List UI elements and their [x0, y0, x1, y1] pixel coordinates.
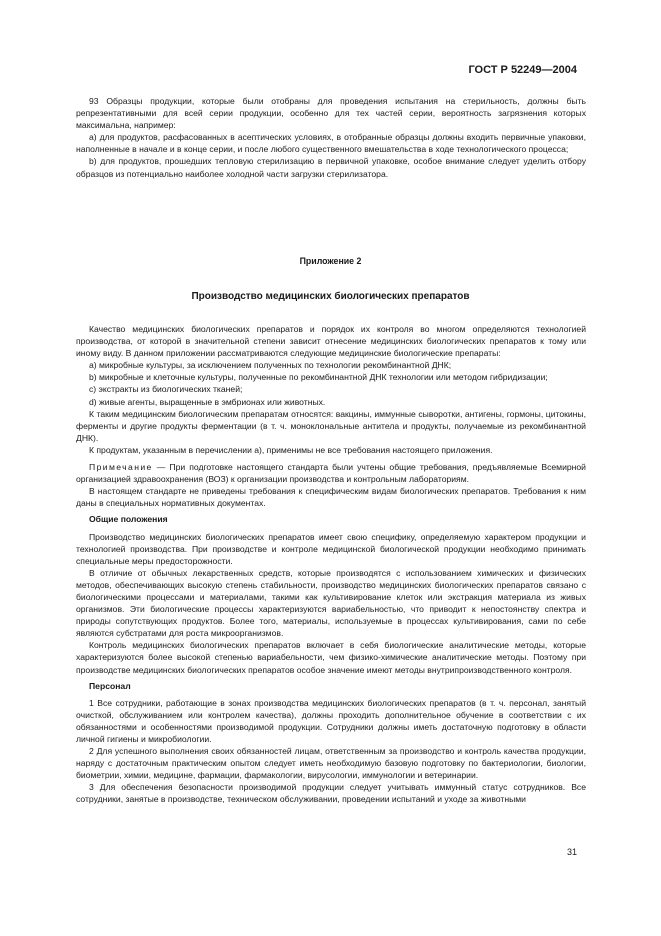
note-text: — При подготовке настоящего стандарта были учтены общие требования, предъявляемые Всемирной организацией здравоохранения (ВОЗ) к организации производства и контрольным лабораториям. [76, 462, 586, 485]
standard-designation: ГОСТ Р 52249—2004 [468, 64, 577, 76]
general-paragraph-2: В отличие от обычных лекарственных средств, которые производятся с использованием химических и физических методов, обеспечивающих высокую степень стабильности, производство медицинских биологических препаратов связано с биологическими процессами и материалами, такими как культивирование клеток или экстракция материала из живых организмов. Эти биологические процессы характеризуются вариабельностью, что приводит к непостоянству спектра и природы сопутствующих продуктов. Более того, материалы, используемые в процессах культивирования, сами по себе являются субстратами для роста микроорганизмов. [76, 567, 586, 639]
page-number: 31 [566, 847, 577, 857]
note-label: Примечание [89, 462, 153, 473]
intro-list-a: а) микробные культуры, за исключением полученных по технологии рекомбинантной ДНК; [89, 360, 452, 371]
applicability-paragraph: К продуктам, указанным в перечислении а), применимы не все требования настоящего приложения. [89, 444, 493, 455]
personnel-paragraph-1: 1 Все сотрудники, работающие в зонах производства медицинских биологических препаратов (в т. ч. персонал, занятый очисткой, обслуживанием или контролем качества), должны проходить дополнительное обучение в соответствии с их обязанностями и особенностями производимой продукции. Сотрудники должны иметь достаточную подготовку в области личной гигиены и микробиологии. [76, 697, 586, 744]
general-paragraph-3: Контроль медицинских биологических препаратов включает в себя биологические аналитические методы, которые характеризуются более высокой степенью вариабельности, чем физико-химические аналитические методы. Поэтому при производстве медицинских биологических препаратов особое значение имеют методы внутрипроизводственного контроля. [76, 640, 586, 675]
products-paragraph: К таким медицинским биологическим препаратам относятся: вакцины, иммунные сыворотки, антигены, гормоны, цитокины, ферменты и другие продукты ферментации (в т. ч. моноклональные антитела и продукты, получаемые из рекомбинантной ДНК). [76, 408, 586, 443]
note [76, 461, 586, 485]
intro-list-b: b) микробные и клеточные культуры, полученные по рекомбинантной ДНК технологии или методом гибридизации; [89, 372, 548, 383]
appendix-label: Приложение 2 [299, 256, 362, 266]
general-paragraph-1: Производство медицинских биологических препаратов имеет свою специфику, определяемую характером продукции и технологией производства. При производстве и контроле медицинской биологической продукции необходимо принимать специальные меры предосторожности. [76, 531, 586, 566]
personnel-paragraph-2: 2 Для успешного выполнения своих обязанностей лицам, ответственным за производство и контроль качества продукции, наряду с достаточным практическим опытом следует иметь необходимую базовую подготовку по бактериологии, биологии, биометрии, химии, медицине, фармации, фармакологии, вирусологии, иммунологии и ветеринарии. [76, 746, 586, 781]
standard-scope-paragraph: В настоящем стандарте не приведены требования к специфическим видам биологических препаратов. Требования к ним даны в специальных нормативных документах. [76, 486, 586, 509]
intro-list-c: c) экстракты из биологических тканей; [89, 384, 243, 395]
paragraph-93a: a) для продуктов, расфасованных в асептических условиях, в отобранные образцы должны входить первичные упаковки, наполненные в начале и в конце серии, и после любого существенного вмешательства в ходе технологического процесса; [76, 132, 586, 155]
appendix-body [76, 323, 586, 806]
paragraph-93b: b) для продуктов, прошедших тепловую стерилизацию в первичной упаковке, особое внимание следует уделить отбору образцов из потенциально наиболее холодной части загрузки стерилизатора. [76, 156, 586, 179]
sterility-sampling-block [76, 95, 586, 180]
personnel-heading: Персонал [89, 680, 131, 691]
personnel-paragraph-3: 3 Для обеспечения безопасности производимой продукции следует учитывать иммунный статус сотрудников. Все сотрудники, занятые в производстве, техническом обслуживании, проведении испытаний и уходе за животными [76, 782, 586, 805]
general-heading: Общие положения [89, 514, 168, 525]
intro-paragraph: Качество медицинских биологических препаратов и порядок их контроля во многом определяются технологией производства, от которой в значительной степени зависит отнесение медицинских биологических препаратов к тому или иному виду. В данном приложении рассматриваются следующие медицинские биологические препараты: [76, 324, 586, 359]
paragraph-93: 93 Образцы продукции, которые были отобраны для проведения испытания на стерильность, должны быть репрезентативными для всей серии продукции, особенно для тех частей серии, вероятность загрязнения которых максимальна, например: [76, 96, 586, 131]
intro-list-d: d) живые агенты, выращенные в эмбрионах или животных. [89, 396, 326, 407]
appendix-title: Производство медицинских биологических препаратов [191, 291, 470, 302]
